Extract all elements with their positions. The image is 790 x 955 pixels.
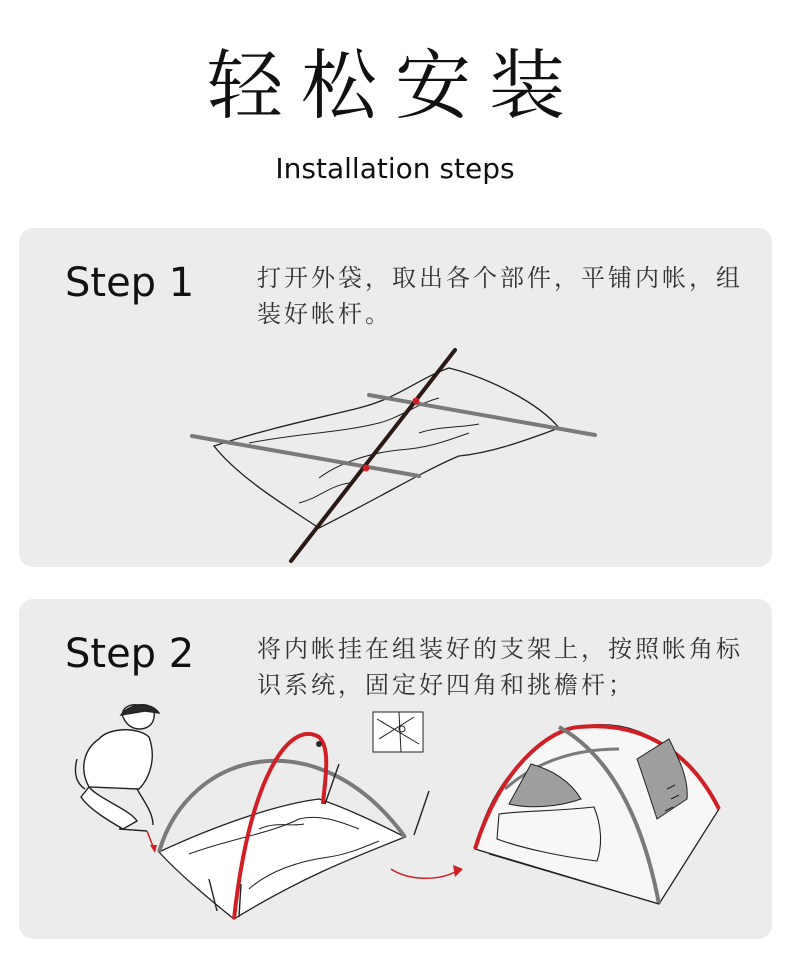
step-1-illustration	[19, 228, 772, 567]
inner-tent-body	[159, 799, 405, 919]
step-1-label: Step 1	[65, 260, 195, 306]
page-title: 轻松安装	[207, 41, 583, 130]
step-2-description: 将内帐挂在组装好的支架上，按照帐角标识系统，固定好四角和挑檐杆；	[257, 635, 743, 699]
step-2-illustration	[19, 599, 772, 939]
step-1-description: 打开外袋，取出各个部件，平铺内帐，组装好帐杆。	[257, 264, 743, 328]
transition-arrow	[391, 869, 457, 878]
person-figure	[75, 705, 159, 831]
step-card-1	[19, 228, 772, 567]
pole-connector	[363, 465, 370, 472]
pole-connector	[413, 398, 420, 405]
tent-fold-line	[419, 424, 479, 433]
pole-clip	[316, 741, 322, 747]
detail-inset	[373, 712, 423, 752]
page-subtitle: Installation steps	[275, 152, 515, 185]
dark-pole	[291, 350, 455, 561]
step-card-2	[19, 599, 772, 939]
assembled-tent	[475, 725, 719, 904]
step-2-label: Step 2	[65, 631, 195, 677]
